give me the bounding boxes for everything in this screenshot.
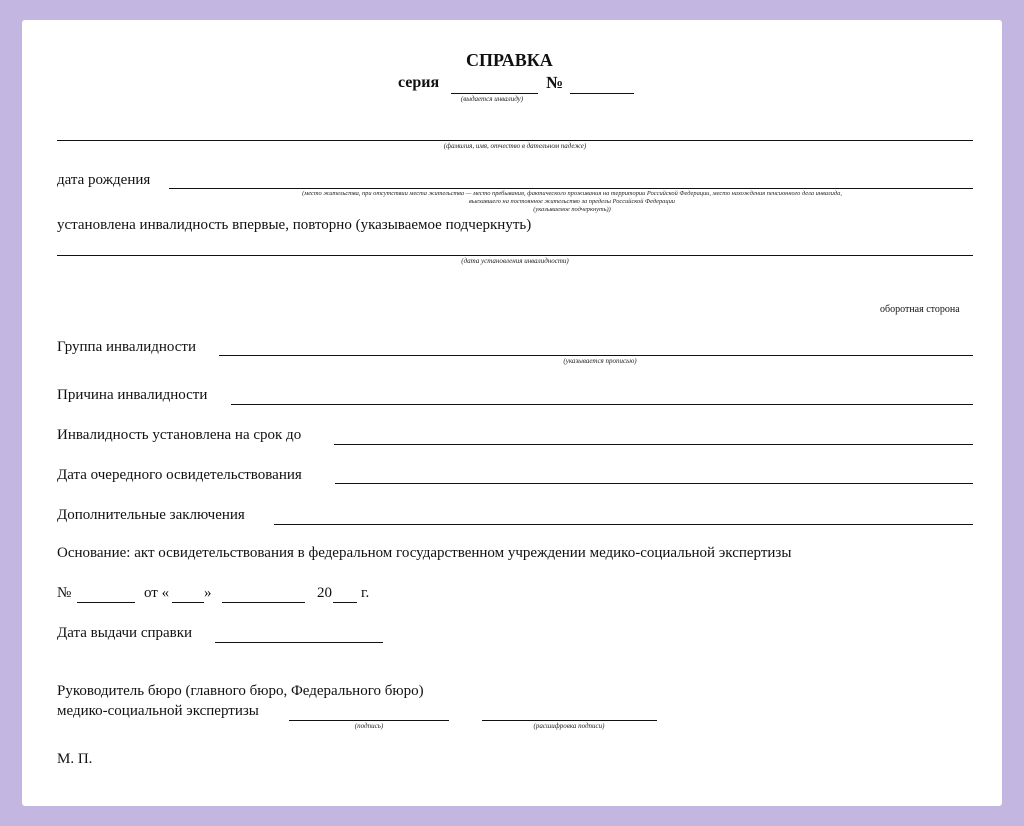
additional-label: Дополнительные заключения — [57, 507, 245, 523]
group-field[interactable] — [219, 355, 973, 356]
birth-date-label: дата рождения — [57, 172, 151, 188]
recipient-name-note: (фамилия, имя, отчество в дательном падеже) — [443, 142, 587, 150]
issued-note: (выдается инвалиду) — [460, 95, 524, 103]
act-day-field[interactable] — [172, 602, 204, 603]
residence-note-1: (место жительства, при отсутствии места жительства — место пребывания, фактического проживания на территории Российской Федерации, место нахождения пенсионного дела инвалида, — [302, 190, 842, 197]
number-field[interactable] — [570, 93, 634, 94]
stamp-place: М. П. — [57, 751, 93, 767]
established-text: установлена инвалидность впервые, повторно (указываемое подчеркнуть) — [57, 217, 532, 233]
act-number-label: № — [57, 585, 72, 601]
form-title: СПРАВКА — [466, 50, 553, 70]
series-field[interactable] — [451, 93, 538, 94]
issue-date-field[interactable] — [215, 642, 383, 643]
act-from-label: от « — [144, 585, 170, 601]
group-label: Группа инвалидности — [57, 339, 197, 355]
reason-field[interactable] — [231, 404, 973, 405]
act-quote-close: » — [204, 585, 212, 601]
established-date-note: (дата установления инвалидности) — [461, 257, 569, 265]
number-label: № — [546, 73, 564, 92]
group-note: (указывается прописью) — [563, 357, 637, 365]
act-year-prefix: 20 — [317, 585, 332, 601]
term-label: Инвалидность установлена на срок до — [57, 427, 302, 443]
established-date-field[interactable] — [57, 255, 973, 256]
signature-field[interactable] — [289, 720, 449, 721]
act-month-field[interactable] — [222, 602, 305, 603]
issue-date-label: Дата выдачи справки — [57, 625, 193, 641]
residence-note-2: выехавшего на постоянное жительство за пределы Российской Федерации — [469, 198, 675, 205]
reverse-side-label: оборотная сторона — [880, 304, 960, 315]
reason-label: Причина инвалидности — [57, 387, 208, 403]
recipient-name-field[interactable] — [57, 140, 973, 141]
signature-decoding-note: (расшифровка подписи) — [533, 722, 605, 730]
term-field[interactable] — [334, 444, 973, 445]
next-exam-field[interactable] — [335, 483, 973, 484]
certificate-form — [22, 20, 1002, 806]
series-label: серия — [398, 74, 440, 91]
next-exam-label: Дата очередного освидетельствования — [57, 467, 302, 483]
residence-note-3: (указываемое подчеркнуть)) — [533, 206, 611, 213]
act-year-field[interactable] — [333, 602, 357, 603]
head-title-line2: медико-социальной экспертизы — [57, 703, 259, 719]
act-year-suffix: г. — [361, 585, 370, 601]
signature-note: (подпись) — [354, 722, 384, 730]
basis-text: Основание: акт освидетельствования в федеральном государственном учреждении медико-социальной экспертизы — [57, 545, 792, 561]
signature-decoding-field[interactable] — [482, 720, 657, 721]
additional-field[interactable] — [274, 524, 973, 525]
act-number-field[interactable] — [77, 602, 135, 603]
birth-date-field[interactable] — [169, 188, 973, 189]
head-title-line1: Руководитель бюро (главного бюро, Федерального бюро) — [57, 683, 424, 699]
